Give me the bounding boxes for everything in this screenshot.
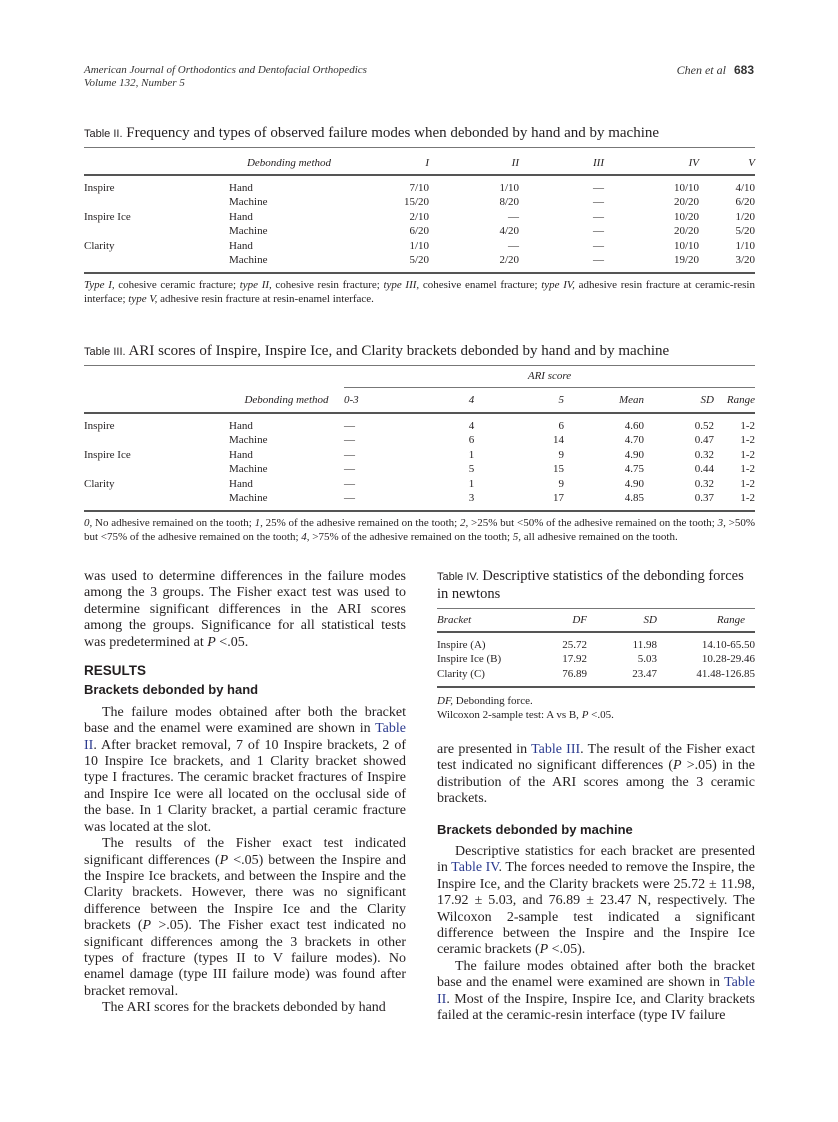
- column-header: DF: [572, 613, 587, 626]
- value-cell: —: [593, 210, 604, 223]
- table-2: [84, 124, 755, 306]
- method-cell: Hand: [229, 182, 253, 194]
- value-cell: 17: [553, 492, 564, 505]
- bracket-cell: Clarity: [84, 477, 115, 490]
- bracket-cell: Inspire: [84, 420, 115, 432]
- text: <.05.: [215, 634, 249, 650]
- value-cell: 0.44: [694, 463, 714, 476]
- footnote-term: Type I,: [84, 279, 115, 292]
- method-cell: Hand: [229, 448, 253, 461]
- footnote-term: type IV,: [541, 279, 575, 292]
- table-2-footnote: [84, 278, 755, 306]
- footnote-term: 0,: [84, 517, 93, 530]
- value-cell: 1/10: [735, 239, 755, 252]
- value-cell: 4.60: [624, 420, 644, 432]
- paragraph: [84, 569, 406, 651]
- range-cell: 14.10-65.50: [701, 639, 755, 651]
- value-cell: 0.47: [694, 434, 714, 447]
- value-cell: 10/10: [673, 182, 699, 194]
- value-cell: 7/10: [409, 182, 429, 194]
- column-header: SD: [700, 393, 714, 406]
- method-cell: Hand: [229, 210, 253, 223]
- text: >.05) in the distribution of the ARI scores among the 3 ceramic brackets.: [437, 758, 755, 807]
- value-cell: 1: [468, 448, 475, 461]
- value-cell: 19/20: [673, 254, 699, 267]
- value-cell: —: [593, 239, 604, 252]
- value-cell: 0.32: [694, 477, 714, 490]
- footnote-text: >50% but <75% of the adhesive remained on the tooth;: [84, 517, 755, 544]
- table-header-row: [84, 388, 755, 412]
- footnote-term: 1,: [254, 517, 263, 530]
- paragraph: The ARI scores for the brackets debonded by hand: [102, 1000, 386, 1016]
- value-cell: 4/10: [735, 182, 755, 194]
- bracket-cell: Inspire Ice: [84, 448, 131, 461]
- table-row: [437, 652, 755, 666]
- p-symbol: P: [673, 758, 682, 774]
- table-row: [84, 491, 755, 505]
- table-rule: [84, 174, 755, 176]
- column-header: I: [425, 156, 429, 169]
- footnote-text: <.05.: [588, 709, 614, 722]
- value-cell: 1/20: [735, 210, 755, 223]
- p-symbol: P: [581, 709, 589, 722]
- text: are presented in: [437, 742, 532, 757]
- method-cell: Hand: [229, 239, 253, 252]
- bracket-cell: [84, 433, 229, 447]
- bracket-cell: [84, 462, 229, 476]
- footnote-term: type V,: [128, 293, 158, 306]
- table-4-body: [437, 638, 755, 681]
- ari-group-header: [84, 366, 755, 388]
- table-3-label: Table III.: [84, 346, 126, 358]
- value-cell: 4.85: [624, 492, 644, 505]
- text: <.05) between the Inspire and the Inspire Ice brackets, and between the Inspire and the Clarity brackets. However, there was no significant difference between the Inspire Ice and the Clarity brackets (: [84, 852, 406, 934]
- value-cell: 5: [468, 463, 475, 476]
- value-cell: 3/20: [735, 254, 755, 267]
- table-4-label: Table IV.: [437, 571, 479, 583]
- method-cell: Machine: [229, 196, 268, 209]
- value-cell: 5/20: [735, 225, 755, 238]
- column-header: Range: [726, 393, 755, 406]
- table-row: [84, 210, 755, 224]
- value-cell: 4.90: [624, 477, 644, 490]
- page-number: 683: [733, 63, 754, 77]
- value-cell: 6: [468, 434, 475, 447]
- footnote-text: Debonding force.: [453, 695, 533, 708]
- method-cell: Machine: [229, 254, 268, 267]
- footnote-text: adhesive resin fracture at ceramic-resin interface;: [84, 279, 755, 306]
- table-rule: [437, 686, 755, 688]
- table-2-link[interactable]: Table II: [84, 721, 406, 753]
- table-row: [84, 448, 755, 462]
- footnote-text: cohesive resin fracture;: [271, 279, 384, 292]
- footnote-text: >75% of the adhesive remained on the tooth;: [309, 531, 513, 544]
- column-header: SD: [643, 613, 657, 626]
- paragraph: [84, 836, 406, 1000]
- table-rule: [84, 510, 755, 512]
- footnote-term: 3,: [717, 517, 726, 530]
- value-cell: 1/10: [409, 239, 429, 252]
- value-cell: 14: [553, 434, 564, 447]
- table-2-title: Frequency and types of observed failure modes when debonded by hand and by machine: [126, 125, 660, 141]
- column-header: 0-3: [344, 393, 359, 406]
- footnote-term: 2,: [460, 517, 469, 530]
- footnote-text: cohesive enamel fracture;: [419, 279, 542, 292]
- footnote-term: DF,: [437, 695, 453, 708]
- value-cell: 1-2: [740, 448, 755, 461]
- table-3-link[interactable]: Table III: [531, 742, 581, 757]
- column-header: Bracket: [437, 613, 472, 626]
- value-cell: 20/20: [673, 196, 699, 209]
- column-header: Debonding method: [246, 156, 331, 169]
- value-cell: 1-2: [740, 463, 755, 476]
- column-header: V: [748, 156, 755, 169]
- value-cell: 15/20: [403, 196, 429, 209]
- footnote-text: cohesive ceramic fracture;: [114, 279, 240, 292]
- value-cell: —: [593, 182, 604, 194]
- journal-volume: Volume 132, Number 5: [84, 77, 185, 89]
- bracket-cell: Inspire Ice (B): [437, 653, 502, 666]
- method-cell: Machine: [229, 492, 268, 505]
- value-cell: 8/20: [499, 196, 519, 209]
- value-cell: 5/20: [409, 254, 429, 267]
- table-row: [84, 239, 755, 253]
- range-cell: 10.28-29.46: [701, 653, 755, 666]
- table-4-header: [437, 609, 755, 631]
- table-3-header: [84, 388, 755, 412]
- text: The failure modes obtained after both the bracket base and the enamel were examined are shown in: [84, 704, 406, 737]
- value-cell: —: [344, 434, 355, 447]
- table-row: [84, 195, 755, 209]
- value-cell: 1-2: [740, 492, 755, 505]
- value-cell: —: [344, 477, 355, 490]
- subsection-heading-machine: Brackets debonded by machine: [437, 821, 633, 837]
- value-cell: 4.70: [624, 434, 644, 447]
- value-cell: 2/20: [499, 254, 519, 267]
- column-header: 5: [558, 393, 564, 406]
- value-cell: 4.90: [624, 448, 644, 461]
- table-row: [437, 638, 755, 652]
- subsection-heading-hand: Brackets debonded by hand: [84, 682, 259, 698]
- table-header-row: [437, 609, 755, 631]
- range-cell: 41.48-126.85: [696, 667, 755, 680]
- value-cell: 2/10: [409, 210, 429, 223]
- value-cell: 4: [468, 420, 475, 432]
- bracket-cell: [84, 224, 229, 238]
- table-row: [84, 477, 755, 491]
- value-cell: —: [344, 492, 355, 505]
- p-symbol: P: [207, 634, 216, 650]
- table-2-body: [84, 181, 755, 267]
- bracket-cell: Inspire (A): [437, 639, 486, 651]
- table-row: [84, 433, 755, 447]
- value-cell: 20/20: [673, 225, 699, 238]
- value-cell: 0.52: [694, 420, 714, 432]
- value-cell: —: [593, 254, 604, 267]
- text: >.05). The Fisher exact test indicated no significant differences among the 3 brackets in other types of fracture (types II to V failure modes). No enamel damage (type III failure mode) was found after bracket removal.: [84, 918, 406, 999]
- table-rule: [84, 147, 755, 148]
- column-header: IV: [688, 156, 699, 169]
- table-row: [84, 181, 755, 195]
- column-header: III: [593, 156, 604, 169]
- table-4-link[interactable]: Table IV: [451, 860, 499, 876]
- value-cell: 9: [558, 477, 564, 490]
- right-column: [437, 742, 755, 1025]
- column-header: Mean: [618, 393, 644, 406]
- table-4: [437, 568, 755, 722]
- table-2-grid: [84, 152, 755, 174]
- table-2-label: Table II.: [84, 128, 123, 140]
- value-cell: 0.37: [694, 492, 714, 505]
- paragraph: [437, 959, 755, 1025]
- table-row: [437, 667, 755, 681]
- text: . After bracket removal, 7 of 10 Inspire brackets, 2 of 10 Inspire Ice brackets, and 1 Clarity bracket showed type I fractures. The ceramic bracket fractures of Inspire and Inspire Ice were all located on the occlusal side of the base. In 1 Clarity bracket, a partial ceramic fracture was located at the slot.: [84, 737, 406, 835]
- bracket-cell: [84, 253, 229, 267]
- bracket-cell: [84, 195, 229, 209]
- text: The failure modes obtained after both the bracket base and the enamel were examined are shown in: [437, 958, 755, 991]
- author-name: Chen et al: [676, 63, 726, 77]
- value-cell: 3: [468, 492, 475, 505]
- table-row: [84, 224, 755, 238]
- running-header-right: [677, 64, 754, 77]
- value-cell: 1-2: [740, 434, 755, 447]
- value-cell: 10/10: [673, 239, 699, 252]
- bracket-cell: [84, 491, 229, 505]
- value-cell: —: [508, 239, 519, 252]
- sd-cell: 23.47: [632, 667, 657, 680]
- footnote-term: 5,: [512, 531, 522, 544]
- p-symbol: P: [219, 852, 229, 868]
- table-3-caption: [84, 342, 755, 361]
- value-cell: 9: [558, 448, 564, 461]
- footnote-term: 4,: [301, 531, 310, 544]
- bracket-cell: Inspire Ice: [84, 210, 131, 223]
- text: . The result of the Fisher exact test indicated no significant differences (: [437, 742, 755, 774]
- paragraph: [84, 705, 406, 836]
- sd-cell: 5.03: [637, 653, 657, 666]
- journal-title: American Journal of Orthodontics and Dentofacial Orthopedics: [84, 64, 367, 76]
- column-header: II: [511, 156, 519, 169]
- ari-score-label: ARI score: [527, 370, 572, 382]
- value-cell: 6/20: [735, 196, 755, 209]
- value-cell: 15: [553, 463, 564, 476]
- table-row: [84, 419, 755, 433]
- df-cell: 25.72: [562, 639, 587, 651]
- df-cell: 76.89: [562, 667, 587, 680]
- footnote-text: Wilcoxon 2-sample test: A vs B,: [437, 709, 582, 722]
- table-row: [84, 253, 755, 267]
- method-cell: Hand: [229, 420, 253, 432]
- bracket-cell: Clarity: [84, 239, 115, 252]
- text: . The forces needed to remove the Inspire, the Inspire Ice, and the Clarity brackets were 25.72 ± 11.98, 17.92 ± 5.03, and 76.89 ± 23.47 N, respectively. The Wilcoxon 2-sample test indicated a significant difference between the Inspire and the Inspire Ice ceramic brackets (: [437, 860, 756, 958]
- sd-cell: 11.98: [632, 639, 657, 651]
- table-rule: [84, 272, 755, 274]
- footnote-text: all adhesive remained on the tooth.: [521, 531, 678, 544]
- value-cell: 6: [558, 420, 564, 432]
- bracket-cell: Inspire: [84, 182, 115, 194]
- value-cell: —: [344, 463, 355, 476]
- paragraph: [437, 742, 755, 808]
- method-cell: Machine: [229, 463, 268, 476]
- table-rule: [437, 631, 755, 633]
- value-cell: —: [344, 420, 355, 432]
- text: The results of the Fisher exact test indicated significant differences (: [84, 836, 406, 868]
- footnote-text: adhesive resin fracture at resin-enamel interface.: [157, 293, 374, 306]
- paragraph: [437, 844, 755, 959]
- df-cell: 17.92: [562, 653, 587, 666]
- value-cell: 1/10: [499, 182, 519, 194]
- table-3: [84, 342, 755, 544]
- column-header: 4: [468, 393, 475, 406]
- table-4-footnote: [437, 694, 755, 722]
- value-cell: 1-2: [740, 420, 755, 432]
- p-symbol: P: [539, 942, 549, 958]
- method-cell: Machine: [229, 434, 268, 447]
- value-cell: 0.32: [694, 448, 714, 461]
- section-heading-results: RESULTS: [84, 663, 147, 679]
- running-header-journal: [84, 64, 367, 90]
- footnote-term: type III,: [383, 279, 420, 292]
- table-2-link[interactable]: Table II: [437, 975, 755, 1007]
- value-cell: 4.75: [624, 463, 644, 476]
- table-3-body: [84, 419, 755, 505]
- value-cell: 10/20: [673, 210, 699, 223]
- value-cell: —: [593, 196, 604, 209]
- value-cell: —: [593, 225, 604, 238]
- group-rule: [344, 387, 755, 388]
- text: Descriptive statistics for each bracket are presented in: [437, 844, 755, 876]
- table-row: [84, 462, 755, 476]
- column-header: Range: [716, 613, 745, 626]
- footnote-text: No adhesive remained on the tooth;: [92, 517, 255, 530]
- value-cell: 1-2: [740, 477, 755, 490]
- table-header-row: [84, 152, 755, 174]
- value-cell: —: [344, 448, 355, 461]
- value-cell: 6/20: [409, 225, 429, 238]
- value-cell: —: [508, 210, 519, 223]
- text: . Most of the Inspire, Inspire Ice, and Clarity brackets failed at the ceramic-resin interface (type IV failure: [437, 991, 755, 1024]
- text: <.05).: [548, 942, 586, 958]
- column-header: Debonding method: [244, 393, 329, 406]
- value-cell: 4/20: [499, 225, 519, 238]
- footnote-text: >25% but <50% of the adhesive remained on the tooth;: [468, 517, 718, 530]
- table-3-footnote: [84, 516, 755, 544]
- left-column: [84, 569, 406, 1017]
- table-4-title: Descriptive statistics of the debonding forces in newtons: [437, 568, 744, 602]
- table-2-caption: [84, 124, 755, 143]
- table-rule: [84, 412, 755, 414]
- table-3-title: ARI scores of Inspire, Inspire Ice, and Clarity brackets debonded by hand and by machine: [128, 343, 670, 359]
- value-cell: 1: [468, 477, 475, 490]
- footnote-term: type II,: [239, 279, 272, 292]
- p-symbol: P: [142, 918, 152, 934]
- method-cell: Machine: [229, 225, 268, 238]
- text: was used to determine differences in the failure modes among the 3 groups. The Fisher exact test was used to determine significant differences in the ARI scores among the groups. Significance for all statistical tests was predetermined at: [84, 569, 406, 650]
- footnote-text: 25% of the adhesive remained on the tooth;: [262, 517, 461, 530]
- bracket-cell: Clarity (C): [437, 667, 485, 680]
- table-4-caption: [437, 568, 755, 603]
- method-cell: Hand: [229, 477, 253, 490]
